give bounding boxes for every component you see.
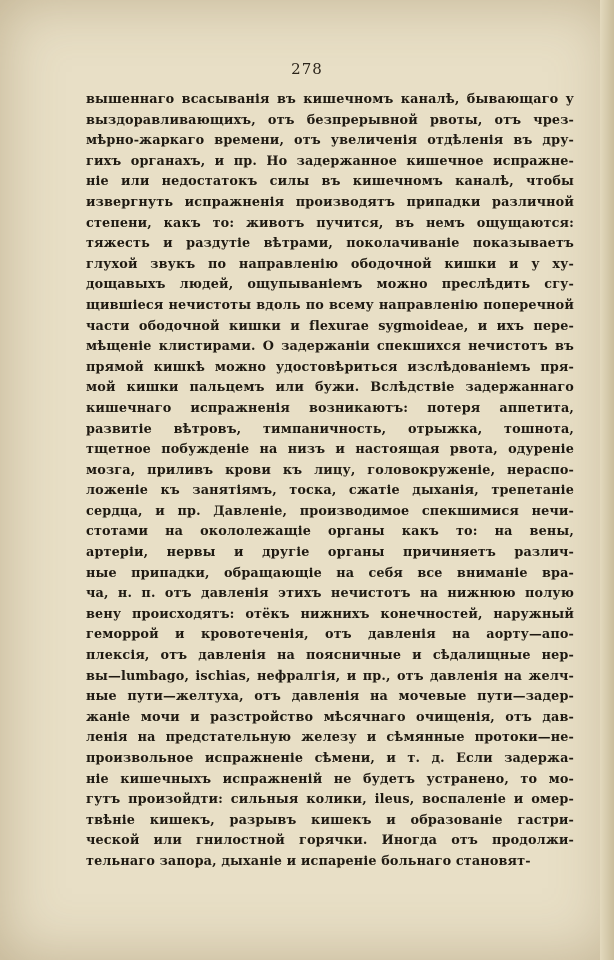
- text-line: тельнаго запора, дыханіе и испареніе больнаго становят-: [86, 853, 531, 869]
- text-line: вышеннаго всасыванія въ кишечномъ каналѣ, бывающаго у: [86, 92, 574, 107]
- text-line: геморрой и кровотеченія, отъ давленія на аорту—апо-: [86, 627, 574, 643]
- text-line: ные пути—желтуха, отъ давленія на мочевые пути—задер-: [86, 689, 574, 705]
- page-edge: [600, 0, 614, 960]
- text-line: произвольное испражненіе сѣмени, и т. д. Если задержа-: [86, 751, 574, 766]
- text-line: глухой звукъ по направленію ободочной кишки и у ху-: [86, 256, 574, 272]
- text-line: ніе кишечныхъ испражненій не будетъ устранено, то мо-: [86, 771, 574, 787]
- text-line: вы—lumbago, ischias, нефралгія, и пр., отъ давленія на желч-: [86, 668, 574, 684]
- text-line: мой кишки пальцемъ или бужи. Вслѣдствіе задержаннаго: [86, 380, 574, 396]
- text-line: мѣрно-жаркаго времени, отъ увеличенія отдѣленія въ дру-: [86, 133, 574, 149]
- text-line: вену происходятъ: отёкъ нижнихъ конечностей, наружный: [86, 606, 574, 622]
- text-line: развитіе вѣтровъ, тимпаничность, отрыжка, тошнота,: [86, 421, 574, 437]
- text-line: выздоравливающихъ, отъ безпрерывной рвоты, отъ чрез-: [86, 112, 574, 128]
- text-line: мѣщеніе клистирами. О задержаніи спекшихся нечистотъ въ: [86, 339, 574, 355]
- text-line: ніе или недостатокъ силы въ кишечномъ каналѣ, чтобы: [86, 174, 574, 190]
- text-line: ложеніе къ занятіямъ, тоска, сжатіе дыханія, трепетаніе: [86, 483, 574, 499]
- text-line: артеріи, нервы и другіе органы причиняетъ различ-: [86, 545, 574, 561]
- text-line: степени, какъ то: животъ пучится, въ немъ ощущаются:: [86, 215, 574, 231]
- body-text: [86, 90, 574, 873]
- text-line: плексія, отъ давленія на поясничные и сѣдалищные нер-: [86, 648, 574, 664]
- text-line: дощавыхъ людей, ощупываніемъ можно преслѣдить сгу-: [86, 277, 574, 293]
- text-line: гутъ произойдти: сильныя колики, ileus, воспаленіе и омер-: [86, 792, 574, 808]
- text-line: мозга, приливъ крови къ лицу, головокруженіе, нераспо-: [86, 462, 574, 478]
- text-line: ные припадки, обращающіе на себя все вниманіе вра-: [86, 565, 574, 581]
- text-line: кишечнаго испражненія возникаютъ: потеря аппетита,: [86, 400, 574, 416]
- text-line: части ободочной кишки и flexurae sygmoideae, и ихъ пере-: [86, 318, 574, 334]
- text-line: тяжесть и раздутіе вѣтрами, поколачиваніе показываетъ: [86, 236, 574, 252]
- text-line: стотами на окололежащіе органы какъ то: на вены,: [86, 524, 574, 540]
- text-line: гихъ органахъ, и пр. Но задержанное кишечное испражне-: [86, 153, 574, 169]
- page-number: 278: [291, 60, 323, 78]
- text-line: сердца, и пр. Давленіе, производимое спекшимися нечи-: [86, 503, 574, 519]
- text-line: щившіеся нечистоты вдоль по всему направленію поперечной: [86, 297, 574, 313]
- text-line: прямой кишкѣ можно удостовѣриться изслѣдованіемъ пря-: [86, 359, 574, 375]
- text-line: извергнуть испражненія производятъ припадки различной: [86, 194, 574, 210]
- text-line: ческой или гнилостной горячки. Иногда отъ продолжи-: [86, 833, 574, 849]
- text-line: ча, н. п. отъ давленія этихъ нечистотъ на нижнюю полую: [86, 586, 574, 602]
- text-line: тщетное побужденіе на низъ и настоящая рвота, одуреніе: [86, 442, 574, 458]
- text-line: ленія на предстательную железу и сѣмянные протоки—не-: [86, 730, 574, 746]
- text-line: жаніе мочи и разстройство мѣсячнаго очищенія, отъ дав-: [86, 709, 574, 725]
- text-line: твѣніе кишекъ, разрывъ кишекъ и образованіе гастри-: [86, 812, 574, 828]
